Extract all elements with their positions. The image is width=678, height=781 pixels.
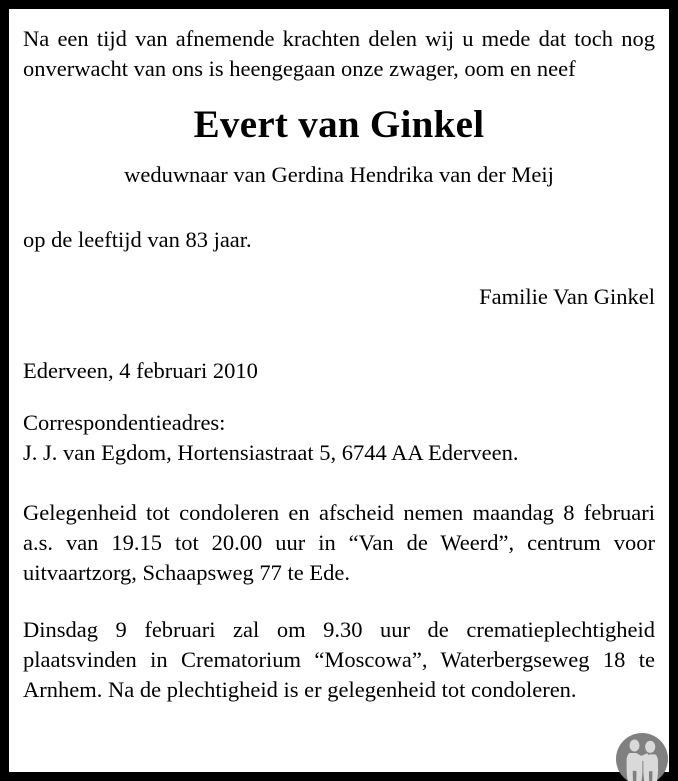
spouse-line: weduwnaar van Gerdina Hendrika van der Meij xyxy=(124,162,554,187)
cremation-paragraph: Dinsdag 9 februari zal om 9.30 uur de crematieplechtigheid plaatsvinden in Crematorium “Moscowa”, Waterbergseweg 18 te Arnhem. Na de plechtigheid is er gelegenheid tot condoleren. xyxy=(23,617,655,702)
deceased-name: Evert van Ginkel xyxy=(193,103,485,146)
notice-content xyxy=(23,24,655,754)
age-line: op de leeftijd van 83 jaar. xyxy=(23,227,252,252)
correspondence-address: J. J. van Egdom, Hortensiastraat 5, 6744 AA Ederveen. xyxy=(23,440,519,465)
correspondence-block xyxy=(23,408,655,468)
place-and-date: Ederveen, 4 februari 2010 xyxy=(23,358,258,383)
family-signature: Familie Van Ginkel xyxy=(479,284,655,309)
condolence-paragraph: Gelegenheid tot condoleren en afscheid nemen maandag 8 februari a.s. van 19.15 tot 20.00 uur in “Van de Weerd”, centrum voor uitvaartzorg, Schaapsweg 77 te Ede. xyxy=(23,500,655,585)
embracing-figures-icon xyxy=(614,731,670,781)
correspondence-label: Correspondentieadres: xyxy=(23,410,226,435)
opening-paragraph: Na een tijd van afnemende krachten delen wij u mede dat toch nog onverwacht van ons is heengegaan onze zwager, oom en neef xyxy=(23,26,655,81)
